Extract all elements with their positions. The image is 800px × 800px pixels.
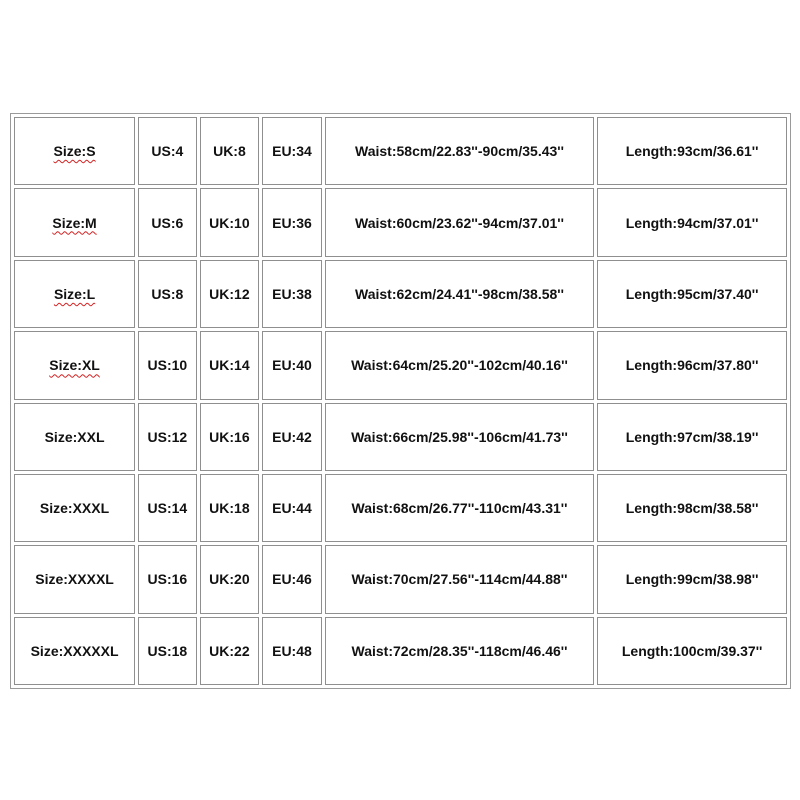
uk-size-cell: UK:20 (200, 545, 260, 613)
eu-size-cell: EU:38 (262, 260, 322, 328)
eu-size-cell: EU:44 (262, 474, 322, 542)
eu-size-cell: EU:36 (262, 188, 322, 256)
waist-cell: Waist:62cm/24.41''-98cm/38.58'' (325, 260, 594, 328)
size-label: Size:L (53, 285, 96, 302)
us-size-cell: US:16 (138, 545, 197, 613)
eu-size-cell: EU:34 (262, 117, 322, 185)
us-size-cell: US:12 (138, 403, 197, 471)
length-cell: Length:96cm/37.80'' (597, 331, 787, 399)
table-row (14, 403, 787, 471)
uk-size-cell: UK:16 (200, 403, 260, 471)
table-row (14, 545, 787, 613)
size-label: Size:XXXXXL (30, 642, 119, 659)
uk-size-cell: UK:10 (200, 188, 260, 256)
uk-size-cell: UK:22 (200, 617, 260, 685)
table-row (14, 117, 787, 185)
length-cell: Length:95cm/37.40'' (597, 260, 787, 328)
size-chart-table (10, 113, 791, 689)
size-cell (14, 260, 135, 328)
waist-cell: Waist:66cm/25.98''-106cm/41.73'' (325, 403, 594, 471)
uk-size-cell: UK:12 (200, 260, 260, 328)
length-cell: Length:97cm/38.19'' (597, 403, 787, 471)
us-size-cell: US:18 (138, 617, 197, 685)
size-cell (14, 331, 135, 399)
eu-size-cell: EU:46 (262, 545, 322, 613)
length-cell: Length:94cm/37.01'' (597, 188, 787, 256)
eu-size-cell: EU:42 (262, 403, 322, 471)
eu-size-cell: EU:48 (262, 617, 322, 685)
size-label: Size:M (52, 214, 97, 231)
size-cell (14, 545, 135, 613)
length-cell: Length:99cm/38.98'' (597, 545, 787, 613)
waist-cell: Waist:70cm/27.56''-114cm/44.88'' (325, 545, 594, 613)
size-label: Size:XXL (44, 428, 105, 445)
waist-cell: Waist:64cm/25.20''-102cm/40.16'' (325, 331, 594, 399)
waist-cell: Waist:60cm/23.62''-94cm/37.01'' (325, 188, 594, 256)
size-cell (14, 403, 135, 471)
size-label: Size:S (53, 143, 96, 160)
uk-size-cell: UK:8 (200, 117, 260, 185)
eu-size-cell: EU:40 (262, 331, 322, 399)
waist-cell: Waist:68cm/26.77''-110cm/43.31'' (325, 474, 594, 542)
size-cell (14, 188, 135, 256)
size-label: Size:XXXXL (35, 571, 114, 588)
length-cell: Length:100cm/39.37'' (597, 617, 787, 685)
size-cell (14, 117, 135, 185)
uk-size-cell: UK:14 (200, 331, 260, 399)
table-row (14, 331, 787, 399)
table-row (14, 260, 787, 328)
length-cell: Length:93cm/36.61'' (597, 117, 787, 185)
us-size-cell: US:8 (138, 260, 197, 328)
us-size-cell: US:4 (138, 117, 197, 185)
waist-cell: Waist:58cm/22.83''-90cm/35.43'' (325, 117, 594, 185)
us-size-cell: US:6 (138, 188, 197, 256)
us-size-cell: US:14 (138, 474, 197, 542)
size-label: Size:XL (49, 357, 100, 374)
size-label: Size:XXXL (39, 500, 110, 517)
table-row (14, 617, 787, 685)
uk-size-cell: UK:18 (200, 474, 260, 542)
us-size-cell: US:10 (138, 331, 197, 399)
size-cell (14, 474, 135, 542)
size-cell (14, 617, 135, 685)
length-cell: Length:98cm/38.58'' (597, 474, 787, 542)
waist-cell: Waist:72cm/28.35''-118cm/46.46'' (325, 617, 594, 685)
table-row (14, 188, 787, 256)
size-chart-body (14, 117, 787, 685)
table-row (14, 474, 787, 542)
